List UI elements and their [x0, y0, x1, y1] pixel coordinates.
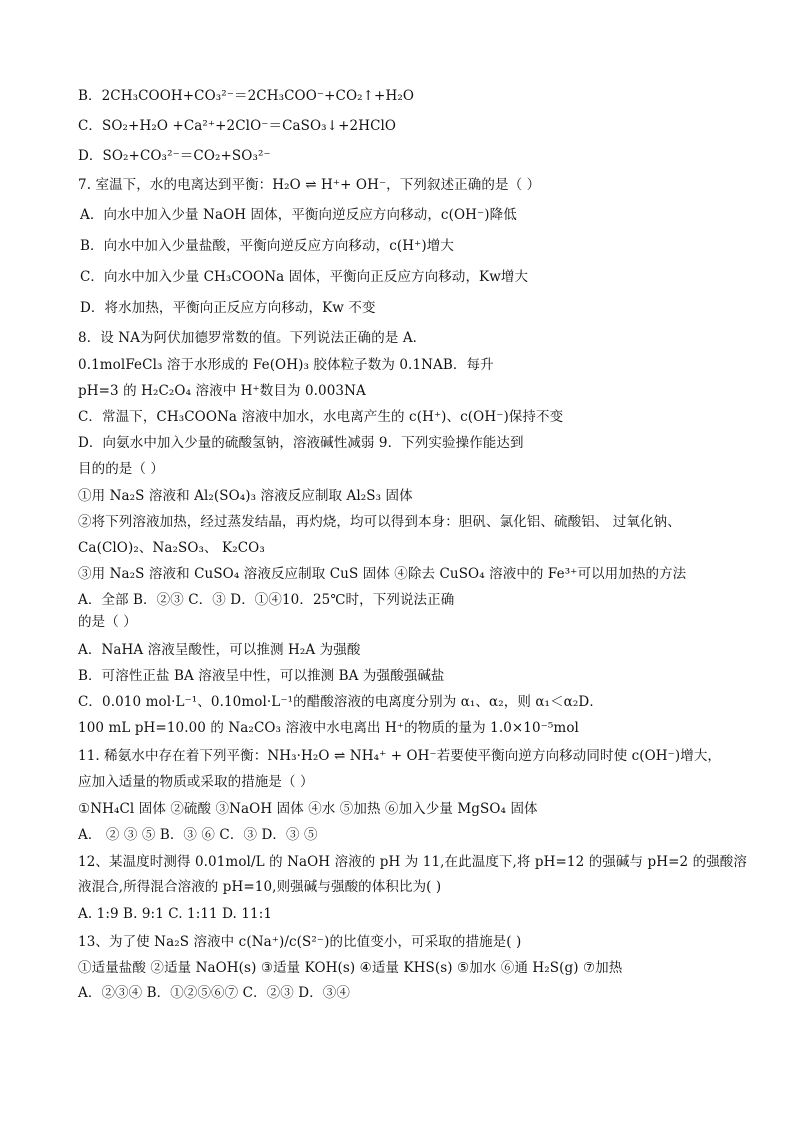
- q9-item-2-cont: Ca(ClO)₂、Na₂SO₃、 K₂CO₃: [78, 540, 265, 556]
- question-12: 12、某温度时测得 0.01mol/L 的 NaOH 溶液的 pH 为 11,在此温度下,将 pH=12 的强碱与 pH=2 的强酸溶: [78, 854, 747, 870]
- q8-line-3: pH=3 的 H₂C₂O₄ 溶液中 H⁺数目为 0.003NA: [78, 383, 366, 399]
- q12-line-2: 液混合,所得混合溶液的 pH=10,则强碱与强酸的体积比为( ): [78, 879, 442, 895]
- question-13: 13、为了使 Na₂S 溶液中 c(Na⁺)/c(S²⁻)的比值变小，可采取的措施是( ): [78, 934, 522, 950]
- q8-line-2: 0.1molFeCl₃ 溶于水形成的 Fe(OH)₃ 胶体粒子数为 0.1NAB．每升: [78, 357, 494, 373]
- option-c-line: C．SO₂+H₂O +Ca²⁺+2ClO⁻＝CaSO₃↓+2HClO: [78, 118, 397, 134]
- q9-item-1: ①用 Na₂S 溶液和 Al₂(SO₄)₃ 溶液反应制取 Al₂S₃ 固体: [78, 488, 413, 504]
- question-7: 7. 室温下，水的电离达到平衡：H₂O ⇌ H⁺+ OH⁻，下列叙述正确的是（ ）: [78, 177, 541, 193]
- q11-items: ①NH₄Cl 固体 ②硫酸 ③NaOH 固体 ④水 ⑤加热 ⑥加入少量 MgSO₄ 固体: [78, 801, 538, 817]
- question-11: 11. 稀氨水中存在着下列平衡：NH₃·H₂O ⇌ NH₄⁺ + OH⁻若要使平衡向逆方向移动同时使 c(OH⁻)增大，: [78, 748, 722, 764]
- option-d-line: D．SO₂+CO₃²⁻＝CO₂+SO₃²⁻: [78, 148, 271, 164]
- q10-option-d: 100 mL pH=10.00 的 Na₂CO₃ 溶液中水电离出 H⁺的物质的量为 1.0×10⁻⁵mol: [78, 720, 579, 736]
- q8-option-d: D．向氨水中加入少量的硫酸氢钠，溶液碱性减弱 9．下列实验操作能达到: [78, 435, 524, 451]
- q10-option-a: A．NaHA 溶液呈酸性，可以推测 H₂A 为强酸: [78, 642, 361, 658]
- q10-option-c: C．0.010 mol·L⁻¹、0.10mol·L⁻¹的醋酸溶液的电离度分别为 α₁、α₂，则 α₁＜α₂D．: [78, 694, 603, 710]
- q13-items: ①适量盐酸 ②适量 NaOH(s) ③适量 KOH(s) ④适量 KHS(s) ⑤加水 ⑥通 H₂S(g) ⑦加热: [78, 960, 623, 976]
- q7-option-c: C．向水中加入少量 CH₃COONa 固体，平衡向正反应方向移动，Kw增大: [80, 269, 529, 285]
- q9-options: A．全部 B．②③ C．③ D．①④10．25℃时，下列说法正确: [78, 592, 455, 608]
- q7-option-d: D．将水加热，平衡向正反应方向移动，Kw 不变: [80, 300, 376, 316]
- question-8: 8．设 NA为阿伏加德罗常数的值。下列说法正确的是 A．: [78, 330, 427, 346]
- question-9: 目的的是（ ）: [78, 461, 164, 477]
- q12-options: A. 1:9 B. 9:1 C. 1:11 D. 11:1: [78, 906, 273, 922]
- q13-options: A．②③④ B．①②⑤⑥⑦ C．②③ D．③④: [78, 985, 350, 1001]
- q7-option-b: B．向水中加入少量盐酸，平衡向逆反应方向移动，c(H⁺)增大: [80, 238, 454, 254]
- q11-line-2: 应加入适量的物质或采取的措施是（ ）: [78, 774, 314, 790]
- option-b-line: B．2CH₃COOH+CO₃²⁻＝2CH₃COO⁻+CO₂↑+H₂O: [78, 88, 415, 104]
- question-10: 的是（ ）: [78, 614, 137, 630]
- q11-options: A． ② ③ ⑤ B．③ ⑥ C．③ D．③ ⑤: [78, 827, 318, 843]
- q8-option-c: C．常温下，CH₃COONa 溶液中加水，水电离产生的 c(H⁺)、c(OH⁻)保持不变: [78, 409, 564, 425]
- q7-option-a: A．向水中加入少量 NaOH 固体，平衡向逆反应方向移动，c(OH⁻)降低: [80, 207, 517, 223]
- q10-option-b: B．可溶性正盐 BA 溶液呈中性，可以推测 BA 为强酸强碱盐: [78, 668, 445, 684]
- q9-item-2: ②将下列溶液加热，经过蒸发结晶，再灼烧，均可以得到本身：胆矾、氯化铝、硫酸铝、 过氧化钠、: [78, 514, 681, 530]
- q9-items-3-4: ③用 Na₂S 溶液和 CuSO₄ 溶液反应制取 CuS 固体 ④除去 CuSO₄ 溶液中的 Fe³⁺可以用加热的方法: [78, 566, 687, 582]
